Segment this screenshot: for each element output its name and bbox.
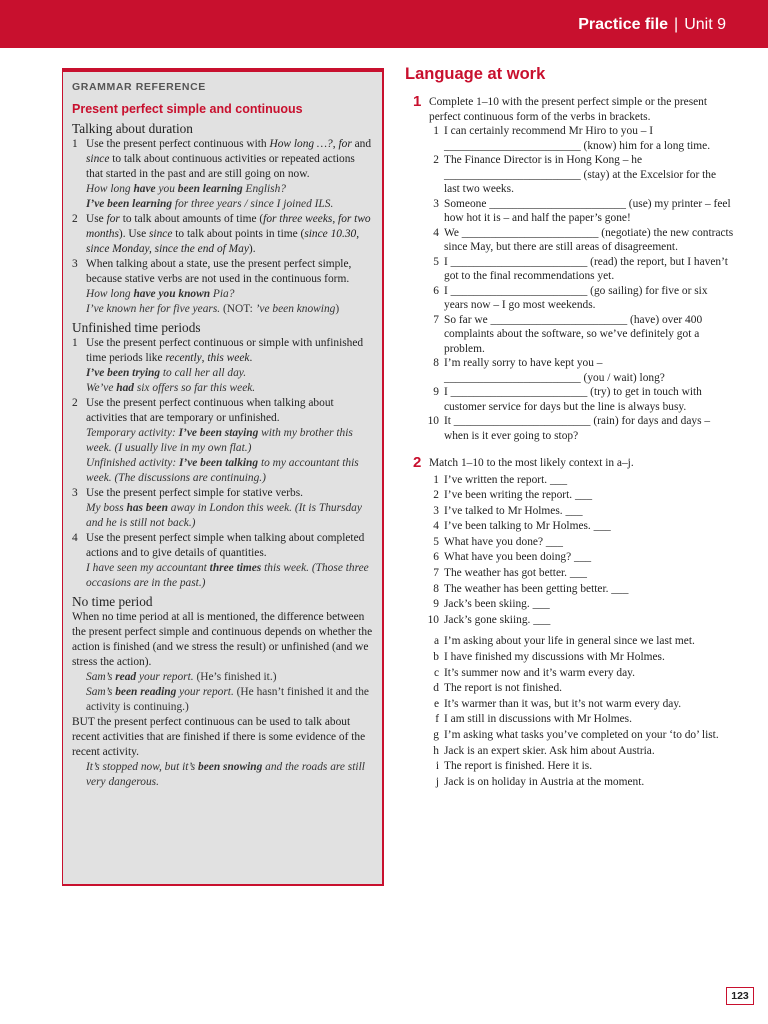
section-no-time-items	[72, 610, 373, 790]
match-item-number: 2	[433, 489, 439, 502]
question-item-text: The Finance Director is in Hong Kong – he ________________________ (stay) at the Excelsior for the last two weeks.	[444, 154, 717, 195]
rule-number: 3	[72, 487, 78, 499]
question-item-number: 9	[433, 386, 439, 398]
question-item	[404, 284, 734, 313]
question-item	[404, 255, 734, 284]
section-heading-duration: Talking about duration	[72, 121, 193, 136]
exercise-1-header	[404, 95, 734, 124]
example-sentence: I have seen my accountant three times this week. (Those three occasions are in the past.)	[86, 562, 369, 589]
match-item-number: 10	[427, 613, 439, 626]
match-item	[404, 519, 734, 535]
match-item-number: 3	[433, 504, 439, 517]
rule-number: 4	[72, 532, 78, 544]
context-option-number: a	[433, 635, 439, 648]
question-item-number: 8	[433, 357, 439, 369]
exercise-number: 2	[413, 454, 422, 471]
example-sentence: I’ve been trying to call her all day.	[86, 367, 247, 379]
header-separator: |	[674, 16, 679, 33]
example-sentence: I’ve been learning for three years / since I joined ILS.	[86, 198, 334, 210]
grammar-reference-label: GRAMMAR REFERENCE	[72, 81, 206, 93]
question-item	[404, 356, 734, 385]
question-item-text: It ________________________ (rain) for days and days – when is it ever going to stop?	[444, 415, 711, 442]
section-heading-unfinished: Unfinished time periods	[72, 320, 201, 335]
grammar-title: Present perfect simple and continuous	[72, 102, 303, 116]
example-sentence: Temporary activity: I’ve been staying with my brother this week. (I usually live in my own flat.)	[86, 427, 353, 454]
rule-text: Use the present perfect simple when talking about completed actions and to give details of quantities.	[86, 532, 365, 559]
match-item-text: What have you been doing? ___	[444, 551, 592, 564]
example-sentence: How long have you known Pia?	[86, 288, 235, 300]
rule-text: When talking about a state, use the present perfect simple, because stative verbs are not used in the continuous form.	[86, 258, 352, 285]
match-item-text: What have you done? ___	[444, 535, 563, 548]
question-item	[404, 313, 734, 357]
question-item-number: 3	[433, 197, 439, 210]
match-item-number: 5	[433, 535, 439, 548]
match-item-text: I’ve been talking to Mr Holmes. ___	[444, 520, 611, 533]
match-item	[404, 582, 734, 598]
section-unfinished-items	[72, 336, 373, 591]
rule-item	[72, 137, 373, 182]
rule-text: Use for to talk about amounts of time (for three weeks, for two months). Use since to talk about points in time (since 10.30, since Monday, since the end of May).	[86, 213, 371, 255]
rule-number: 1	[72, 337, 78, 349]
match-item	[404, 550, 734, 566]
match-item-number: 4	[433, 520, 439, 533]
question-item	[404, 385, 734, 414]
match-item-number: 8	[433, 582, 439, 595]
exercise-2-answers	[404, 635, 734, 789]
unit-label: Unit 9	[684, 16, 726, 33]
question-item-text: So far we ________________________ (have) over 400 complaints about the software, so we’ve definitely got a problem.	[444, 313, 703, 355]
context-option	[404, 635, 734, 649]
context-option-number: i	[435, 760, 439, 773]
question-item-number: 1	[433, 125, 439, 137]
context-option	[404, 713, 734, 727]
question-item-number: 10	[427, 415, 439, 427]
rule-number: 3	[72, 258, 78, 270]
rule-item	[72, 531, 373, 561]
example-sentence: It’s stopped now, but it’s been snowing and the roads are still very dangerous.	[86, 761, 365, 788]
grammar-reference-box	[62, 68, 384, 886]
context-option-text: It’s warmer than it was, but it’s not warm every day.	[444, 697, 682, 710]
context-option-text: It’s summer now and it’s warm every day.	[444, 666, 635, 679]
match-item-text: Jack’s gone skiing. ___	[444, 613, 551, 626]
match-item	[404, 597, 734, 613]
context-option-number: j	[435, 775, 439, 788]
context-option-number: e	[433, 697, 439, 710]
question-item-number: 5	[433, 255, 439, 268]
match-item-text: I’ve talked to Mr Holmes. ___	[444, 504, 583, 517]
question-item	[404, 197, 734, 226]
exercise-instruction: Match 1–10 to the most likely context in a–j.	[429, 457, 634, 469]
practice-file-label: Practice file	[578, 16, 669, 33]
rule-item	[72, 257, 373, 287]
context-option-text: The report is not finished.	[444, 682, 562, 695]
match-item	[404, 535, 734, 551]
context-option	[404, 745, 734, 759]
exercise-2-header	[404, 456, 734, 471]
context-option	[404, 667, 734, 681]
exercise-2-list	[404, 473, 734, 629]
context-option	[404, 729, 734, 743]
match-item	[404, 473, 734, 489]
match-item-text: The weather has got better. ___	[444, 567, 587, 580]
context-option-number: h	[433, 744, 439, 757]
context-option	[404, 651, 734, 665]
rule-number: 1	[72, 138, 78, 150]
rule-number: 2	[72, 213, 78, 225]
rule-item	[72, 212, 373, 257]
rule-item	[72, 396, 373, 426]
example-sentence: How long have you been learning English?	[86, 183, 287, 195]
section-heading-no-time: No time period	[72, 594, 153, 609]
example-sentence: My boss has been away in London this week. (It is Thursday and he is still not back.)	[86, 502, 362, 529]
exercise-1-list	[404, 124, 734, 443]
header-bar	[0, 0, 768, 48]
match-item-text: I’ve written the report. ___	[444, 473, 568, 486]
context-option-text: The report is finished. Here it is.	[444, 760, 593, 773]
question-item-text: I ________________________ (try) to get in touch with customer service for days but the line is always busy.	[444, 386, 702, 413]
match-item-text: The weather has been getting better. ___	[444, 582, 629, 595]
exercise-number: 1	[413, 93, 422, 110]
match-item	[404, 488, 734, 504]
context-option-number: c	[433, 666, 439, 679]
section-duration-items	[72, 137, 373, 317]
rule-item	[72, 486, 373, 501]
page-number: 123	[726, 987, 754, 1005]
question-item	[404, 226, 734, 255]
context-option-number: f	[435, 713, 439, 726]
rule-number: 2	[72, 397, 78, 409]
example-sentence: Unfinished activity: I’ve been talking to my accountant this week. (The discussions are continuing.)	[86, 457, 359, 484]
rule-text: Use the present perfect continuous with How long …?, for and since to talk about continuous activities or repeated actions that started in the past and are still going on now.	[86, 138, 372, 180]
context-option-number: g	[433, 729, 439, 741]
match-item-number: 1	[433, 473, 439, 486]
question-item-text: I’m really sorry to have kept you – ________________________ (you / wait) long?	[444, 357, 665, 384]
question-item	[404, 153, 734, 197]
example-sentence: I’ve known her for five years. (NOT: ’ve been knowing)	[86, 303, 340, 315]
rule-text: Use the present perfect simple for stative verbs.	[86, 487, 303, 499]
match-item-text: Jack’s been skiing. ___	[444, 598, 550, 611]
question-item	[404, 414, 734, 443]
example-sentence: Sam’s been reading your report. (He hasn’t finished it and the activity is continuing.)	[86, 686, 369, 713]
page-header-title	[578, 15, 726, 35]
question-item	[404, 124, 734, 153]
context-option-number: d	[433, 682, 439, 695]
rule-text: Use the present perfect continuous or simple with unfinished time periods like recently, this week.	[86, 337, 364, 364]
context-option-text: I’m asking about your life in general since we last met.	[444, 635, 695, 648]
context-option-text: I have finished my discussions with Mr Holmes.	[444, 651, 665, 664]
match-item	[404, 504, 734, 520]
match-item	[404, 566, 734, 582]
context-option-text: I am still in discussions with Mr Holmes.	[444, 713, 632, 726]
exercise-instruction: Complete 1–10 with the present perfect simple or the present perfect continuous form of the verbs in brackets.	[429, 96, 708, 123]
paragraph: When no time period at all is mentioned, the difference between the present perfect simple and continuous depends on whether the action is finished (and we stress the result) or unfinished (and we stress the action).	[72, 611, 373, 668]
context-option	[404, 698, 734, 712]
question-item-text: I ________________________ (go sailing) for five or six years now – I go most weekends.	[444, 284, 708, 311]
context-option	[404, 760, 734, 774]
question-item-number: 7	[433, 313, 439, 326]
match-item	[404, 613, 734, 629]
example-sentence: Sam’s read your report. (He’s finished it.)	[86, 671, 277, 683]
question-item-text: We ________________________ (negotiate) the new contracts since May, but there are still areas of disagreement.	[444, 226, 734, 253]
context-option	[404, 682, 734, 696]
paragraph: BUT the present perfect continuous can be used to talk about recent activities that are finished if there is some evidence of the recent activity.	[72, 716, 366, 758]
language-at-work-heading: Language at work	[405, 65, 546, 83]
context-option-text: Jack is on holiday in Austria at the moment.	[444, 775, 645, 788]
question-item-number: 6	[433, 284, 439, 297]
question-item-number: 4	[433, 226, 439, 239]
question-item-number: 2	[433, 154, 439, 166]
match-item-number: 7	[433, 567, 439, 580]
match-item-number: 6	[433, 551, 439, 564]
exercises-column	[404, 64, 734, 791]
rule-text: Use the present perfect continuous when talking about activities that are temporary or unfinished.	[86, 397, 334, 424]
question-item-text: I ________________________ (read) the report, but I haven’t got to the final recommendations yet.	[444, 255, 728, 282]
example-sentence: We’ve had six offers so far this week.	[86, 382, 256, 394]
context-option	[404, 776, 734, 790]
context-option-text: I’m asking what tasks you’ve completed on your ‘to do’ list.	[444, 729, 719, 741]
match-item-number: 9	[433, 598, 439, 611]
match-item-text: I’ve been writing the report. ___	[444, 489, 593, 502]
question-item-text: I can certainly recommend Mr Hiro to you – I ________________________ (know) him for a long time.	[444, 125, 711, 152]
question-item-text: Someone ________________________ (use) my printer – feel how hot it is – and half the paper’s gone!	[444, 197, 731, 224]
context-option-number: b	[433, 651, 439, 664]
rule-item	[72, 336, 373, 366]
context-option-text: Jack is an expert skier. Ask him about Austria.	[444, 744, 655, 757]
